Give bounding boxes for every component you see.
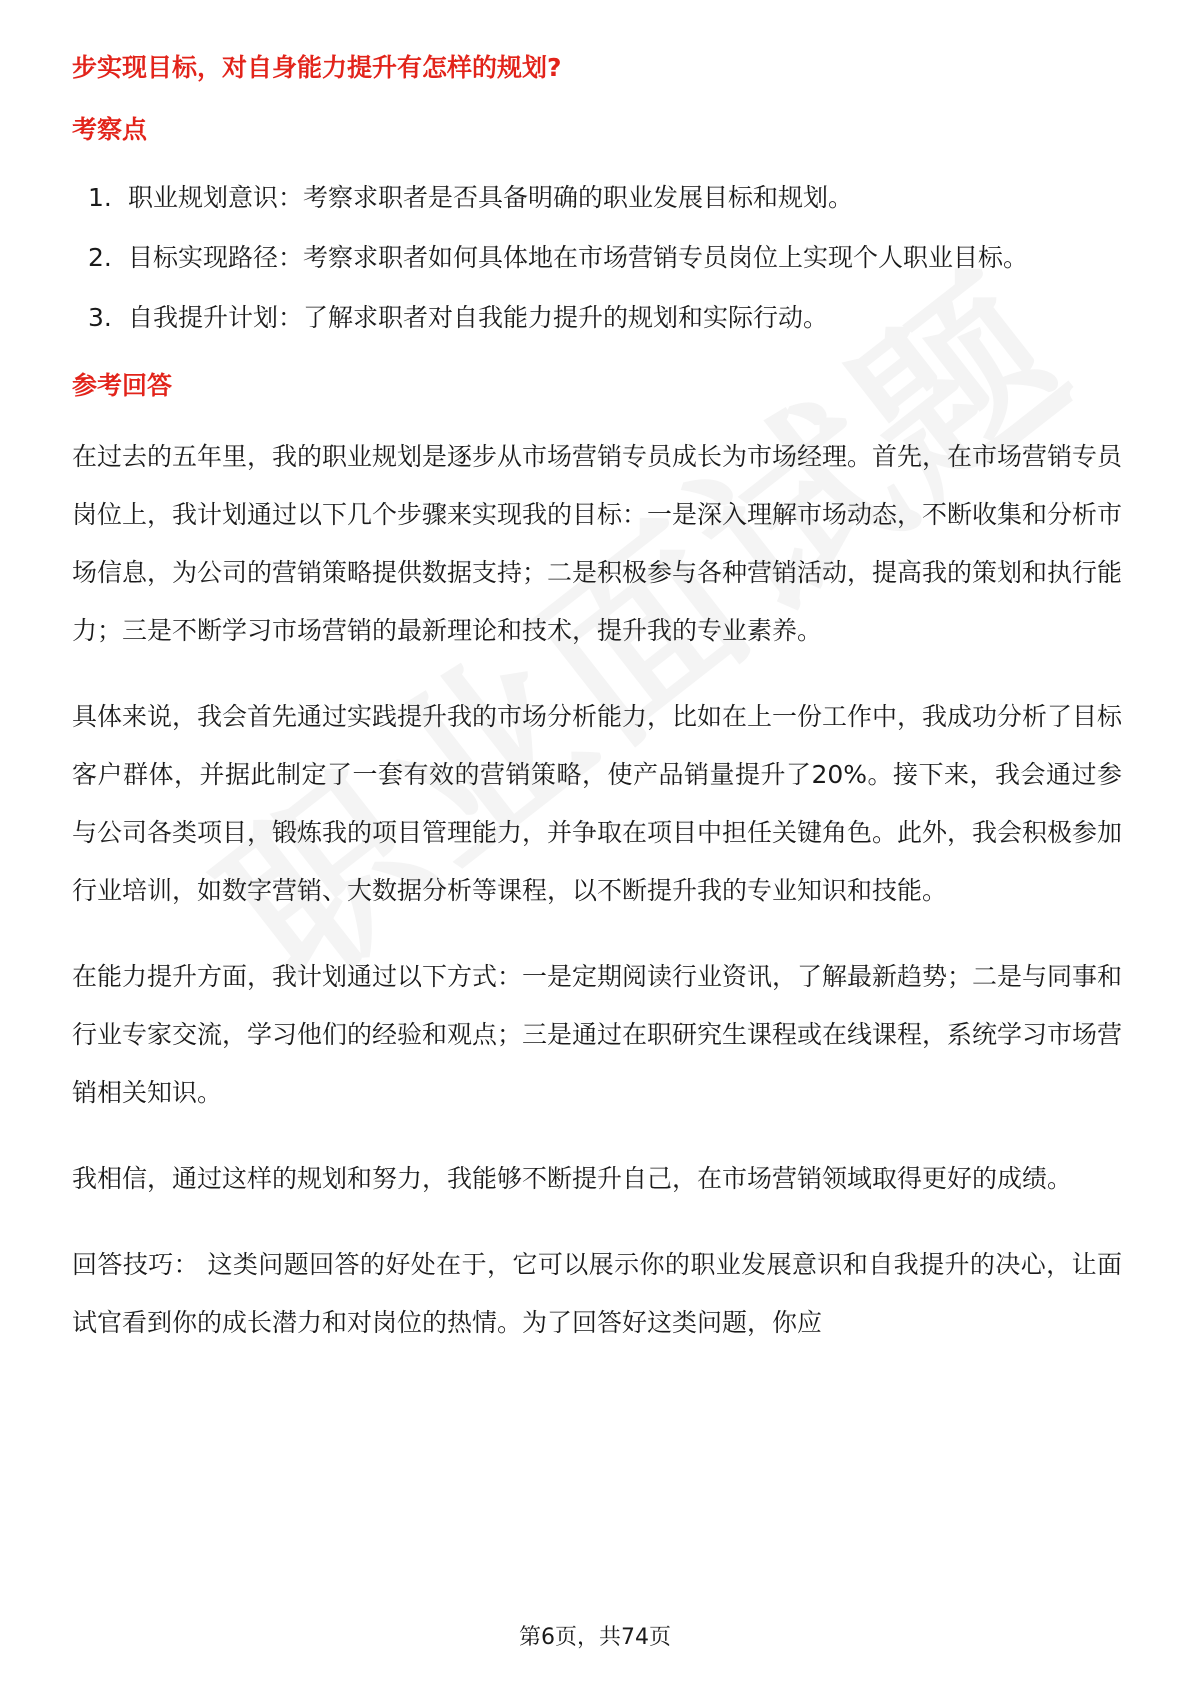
question-heading: 步实现目标，对自身能力提升有怎样的规划? [72, 53, 562, 82]
answer-section-title: 参考回答 [72, 371, 173, 400]
list-item-text: 目标实现路径：考察求职者如何具体地在市场营销专员岗位上实现个人职业目标。 [128, 243, 1029, 272]
list-item-number: 2. [88, 243, 112, 272]
points-section-title: 考察点 [72, 115, 148, 144]
list-item [72, 292, 1122, 344]
list-item-text: 职业规划意识：考察求职者是否具备明确的职业发展目标和规划。 [128, 183, 854, 212]
answer-paragraph-2: 具体来说，我会首先通过实践提升我的市场分析能力，比如在上一份工作中，我成功分析了目标客户群体，并据此制定了一套有效的营销策略，使产品销量提升了20%。接下来，我会通过参与公司各类项目，锻炼我的项目管理能力，并争取在项目中担任关键角色。此外，我会积极参加行业培训，如数字营销、大数据分析等课程，以不断提升我的专业知识和技能。 [72, 702, 1123, 905]
answer-paragraph-4: 我相信，通过这样的规划和努力，我能够不断提升自己，在市场营销领域取得更好的成绩。 [72, 1164, 1073, 1193]
list-item [72, 172, 1122, 224]
list-item-number: 3. [88, 303, 112, 332]
list-item-number: 1. [88, 183, 112, 212]
answer-paragraph-1: 在过去的五年里，我的职业规划是逐步从市场营销专员成长为市场经理。首先，在市场营销专员岗位上，我计划通过以下几个步骤来实现我的目标：一是深入理解市场动态，不断收集和分析市场信息，为公司的营销策略提供数据支持；二是积极参与各种营销活动，提高我的策划和执行能力；三是不断学习市场营销的最新理论和技术，提升我的专业素养。 [72, 442, 1123, 645]
list-item [72, 232, 1122, 284]
answer-tips-paragraph: 回答技巧： 这类问题回答的好处在于，它可以展示你的职业发展意识和自我提升的决心，让面试官看到你的成长潜力和对岗位的热情。为了回答好这类问题，你应 [72, 1250, 1122, 1337]
answer-paragraph-3: 在能力提升方面，我计划通过以下方式：一是定期阅读行业资讯，了解最新趋势；二是与同事和行业专家交流，学习他们的经验和观点；三是通过在职研究生课程或在线课程，系统学习市场营销相关知识。 [72, 962, 1123, 1107]
list-item-text: 自我提升计划：了解求职者对自我能力提升的规划和实际行动。 [128, 303, 829, 332]
page-content [72, 48, 1122, 1380]
page-number: 第6页，共74页 [519, 1625, 671, 1650]
points-list [72, 172, 1122, 344]
